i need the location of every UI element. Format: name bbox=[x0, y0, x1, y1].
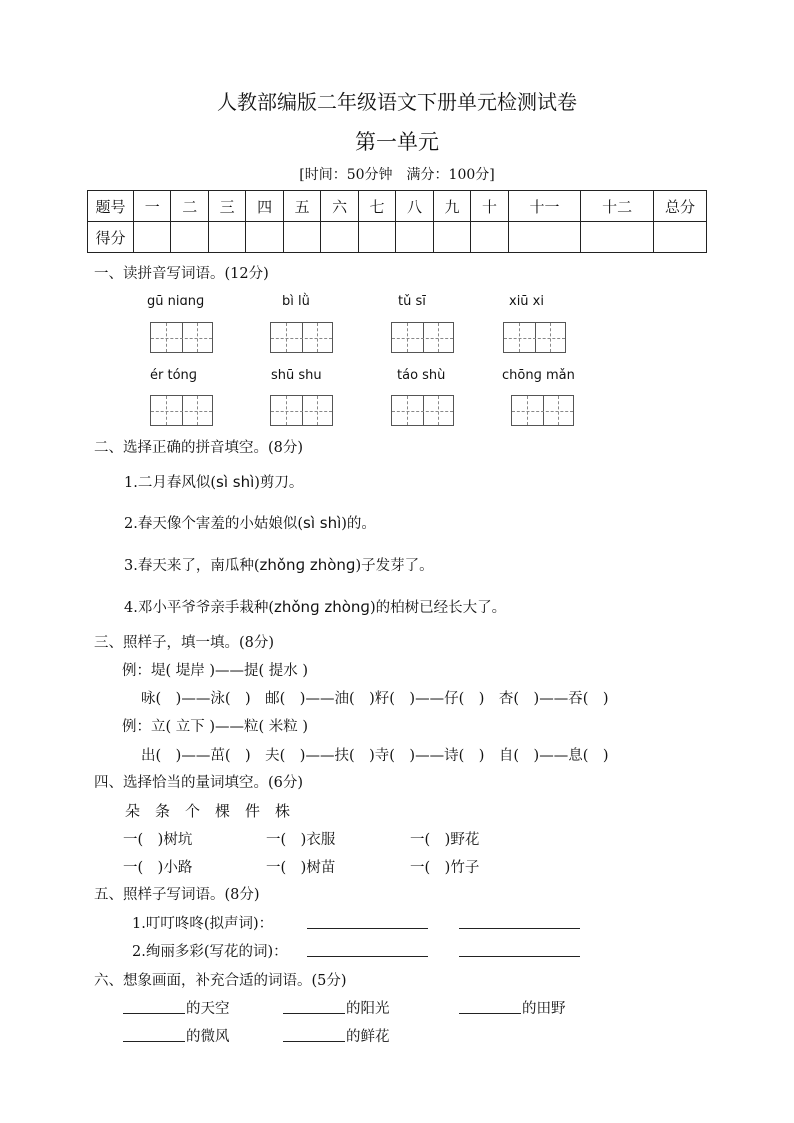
phrase-suffix: 的天空 bbox=[186, 1001, 230, 1017]
example-line: 例：堤( 堤岸 )——提( 提水 ) bbox=[122, 663, 309, 679]
unit-title: 第一单元 bbox=[355, 130, 439, 154]
question-text: )子发芽了。 bbox=[355, 558, 434, 574]
question-text: 1.叮叮咚咚(拟声词)： bbox=[132, 916, 274, 932]
pinyin-choices[interactable]: sì shì bbox=[216, 473, 255, 491]
question-item bbox=[124, 471, 303, 492]
writing-grid[interactable] bbox=[270, 322, 333, 353]
score-input-cell[interactable] bbox=[283, 222, 320, 253]
question-item bbox=[124, 596, 506, 617]
fill-item[interactable]: 一( )树苗 bbox=[266, 860, 336, 876]
answer-line[interactable] bbox=[459, 1013, 521, 1014]
pinyin-prompt: ér tónɡ bbox=[150, 368, 198, 383]
score-input-cell[interactable] bbox=[581, 222, 654, 253]
answer-line[interactable] bbox=[459, 956, 580, 957]
section-5-heading: 五、照样子写词语。(8分) bbox=[94, 887, 260, 903]
score-header-cell: 十二 bbox=[581, 191, 654, 222]
section-2-heading: 二、选择正确的拼音填空。(8分) bbox=[94, 440, 304, 456]
question-text: 3.春天来了，南瓜种( bbox=[124, 558, 260, 574]
question-text: )的。 bbox=[341, 516, 376, 532]
pinyin-prompt: tǔ sī bbox=[398, 294, 426, 309]
score-table-header-row bbox=[88, 191, 707, 222]
fill-line[interactable]: 出( )——茁( ) 夫( )——扶( )寺( )——诗( ) 自( )——息( ) bbox=[141, 748, 609, 764]
score-header-cell: 题号 bbox=[88, 191, 134, 222]
score-header-cell: 四 bbox=[246, 191, 283, 222]
score-label-cell: 得分 bbox=[88, 222, 134, 253]
score-input-cell[interactable] bbox=[134, 222, 171, 253]
writing-grid[interactable] bbox=[511, 395, 574, 426]
fill-item[interactable]: 一( )树坑 bbox=[123, 832, 193, 848]
answer-line[interactable] bbox=[123, 1013, 185, 1014]
answer-line[interactable] bbox=[123, 1041, 185, 1042]
question-item bbox=[124, 554, 434, 575]
score-header-cell: 三 bbox=[208, 191, 245, 222]
score-header-cell: 十一 bbox=[508, 191, 581, 222]
section-1-heading: 一、读拼音写词语。(12分) bbox=[94, 266, 269, 282]
score-input-cell[interactable] bbox=[208, 222, 245, 253]
phrase-suffix: 的阳光 bbox=[346, 1001, 390, 1017]
score-header-cell: 九 bbox=[433, 191, 470, 222]
writing-grid[interactable] bbox=[270, 395, 333, 426]
question-text: )剪刀。 bbox=[254, 475, 304, 491]
example-line: 例：立( 立下 )——粒( 米粒 ) bbox=[122, 719, 309, 735]
answer-line[interactable] bbox=[307, 956, 428, 957]
pinyin-prompt: shū shu bbox=[271, 368, 322, 383]
question-text: 1.二月春风似( bbox=[124, 475, 216, 491]
score-input-cell[interactable] bbox=[358, 222, 395, 253]
answer-line[interactable] bbox=[459, 928, 580, 929]
fill-item[interactable]: 一( )竹子 bbox=[410, 860, 480, 876]
writing-grid[interactable] bbox=[503, 322, 566, 353]
writing-grid[interactable] bbox=[391, 395, 454, 426]
score-input-cell[interactable] bbox=[433, 222, 470, 253]
question-item bbox=[124, 512, 376, 533]
pinyin-prompt: táo shù bbox=[397, 368, 446, 383]
writing-grid[interactable] bbox=[150, 322, 213, 353]
phrase-suffix: 的田野 bbox=[522, 1001, 566, 1017]
score-header-cell: 总分 bbox=[654, 191, 707, 222]
pinyin-prompt: chōnɡ mǎn bbox=[502, 368, 575, 383]
score-input-cell[interactable] bbox=[246, 222, 283, 253]
phrase-suffix: 的微风 bbox=[186, 1029, 230, 1045]
score-header-cell: 十 bbox=[471, 191, 508, 222]
answer-line[interactable] bbox=[307, 928, 428, 929]
score-input-cell[interactable] bbox=[171, 222, 208, 253]
score-input-cell[interactable] bbox=[471, 222, 508, 253]
score-header-cell: 五 bbox=[283, 191, 320, 222]
score-header-cell: 八 bbox=[396, 191, 433, 222]
pinyin-prompt: gū niɑnɡ bbox=[147, 294, 205, 309]
page-title: 人教部编版二年级语文下册单元检测试卷 bbox=[217, 90, 577, 114]
section-6-heading: 六、想象画面，补充合适的词语。(5分) bbox=[94, 973, 347, 989]
question-text: 2.春天像个害羞的小姑娘似( bbox=[124, 516, 303, 532]
pinyin-prompt: bì lǜ bbox=[282, 294, 310, 309]
exam-meta: [时间：50分钟 满分：100分] bbox=[299, 167, 495, 183]
writing-grid[interactable] bbox=[391, 322, 454, 353]
score-header-cell: 六 bbox=[321, 191, 358, 222]
score-header-cell: 二 bbox=[171, 191, 208, 222]
writing-grid[interactable] bbox=[150, 395, 213, 426]
fill-line[interactable]: 咏( )——泳( ) 邮( )——油( )籽( )——仔( ) 杏( )——吞( ) bbox=[141, 691, 609, 707]
measure-word-choices: 朵 条 个 棵 件 株 bbox=[125, 802, 291, 820]
fill-item[interactable]: 一( )野花 bbox=[410, 832, 480, 848]
question-text: )的柏树已经长大了。 bbox=[369, 600, 507, 616]
question-text: 2.绚丽多彩(写花的词)： bbox=[132, 944, 288, 960]
score-table bbox=[87, 190, 707, 253]
score-table-score-row bbox=[88, 222, 707, 253]
fill-item[interactable]: 一( )衣服 bbox=[266, 832, 336, 848]
section-4-heading: 四、选择恰当的量词填空。(6分) bbox=[94, 775, 304, 791]
answer-line[interactable] bbox=[283, 1013, 345, 1014]
section-3-heading: 三、照样子，填一填。(8分) bbox=[94, 635, 275, 651]
question-text: 4.邓小平爷爷亲手栽种( bbox=[124, 600, 274, 616]
fill-item[interactable]: 一( )小路 bbox=[123, 860, 193, 876]
score-input-cell[interactable] bbox=[508, 222, 581, 253]
answer-line[interactable] bbox=[283, 1041, 345, 1042]
pinyin-choices[interactable]: sì shì bbox=[303, 514, 342, 532]
pinyin-choices[interactable]: zhǒnɡ zhònɡ bbox=[259, 556, 356, 574]
pinyin-choices[interactable]: zhǒnɡ zhònɡ bbox=[274, 598, 370, 616]
phrase-suffix: 的鲜花 bbox=[346, 1029, 390, 1045]
pinyin-prompt: xiū xi bbox=[509, 294, 544, 309]
score-header-cell: 七 bbox=[358, 191, 395, 222]
score-input-cell[interactable] bbox=[654, 222, 707, 253]
score-header-cell: 一 bbox=[134, 191, 171, 222]
score-input-cell[interactable] bbox=[396, 222, 433, 253]
score-input-cell[interactable] bbox=[321, 222, 358, 253]
